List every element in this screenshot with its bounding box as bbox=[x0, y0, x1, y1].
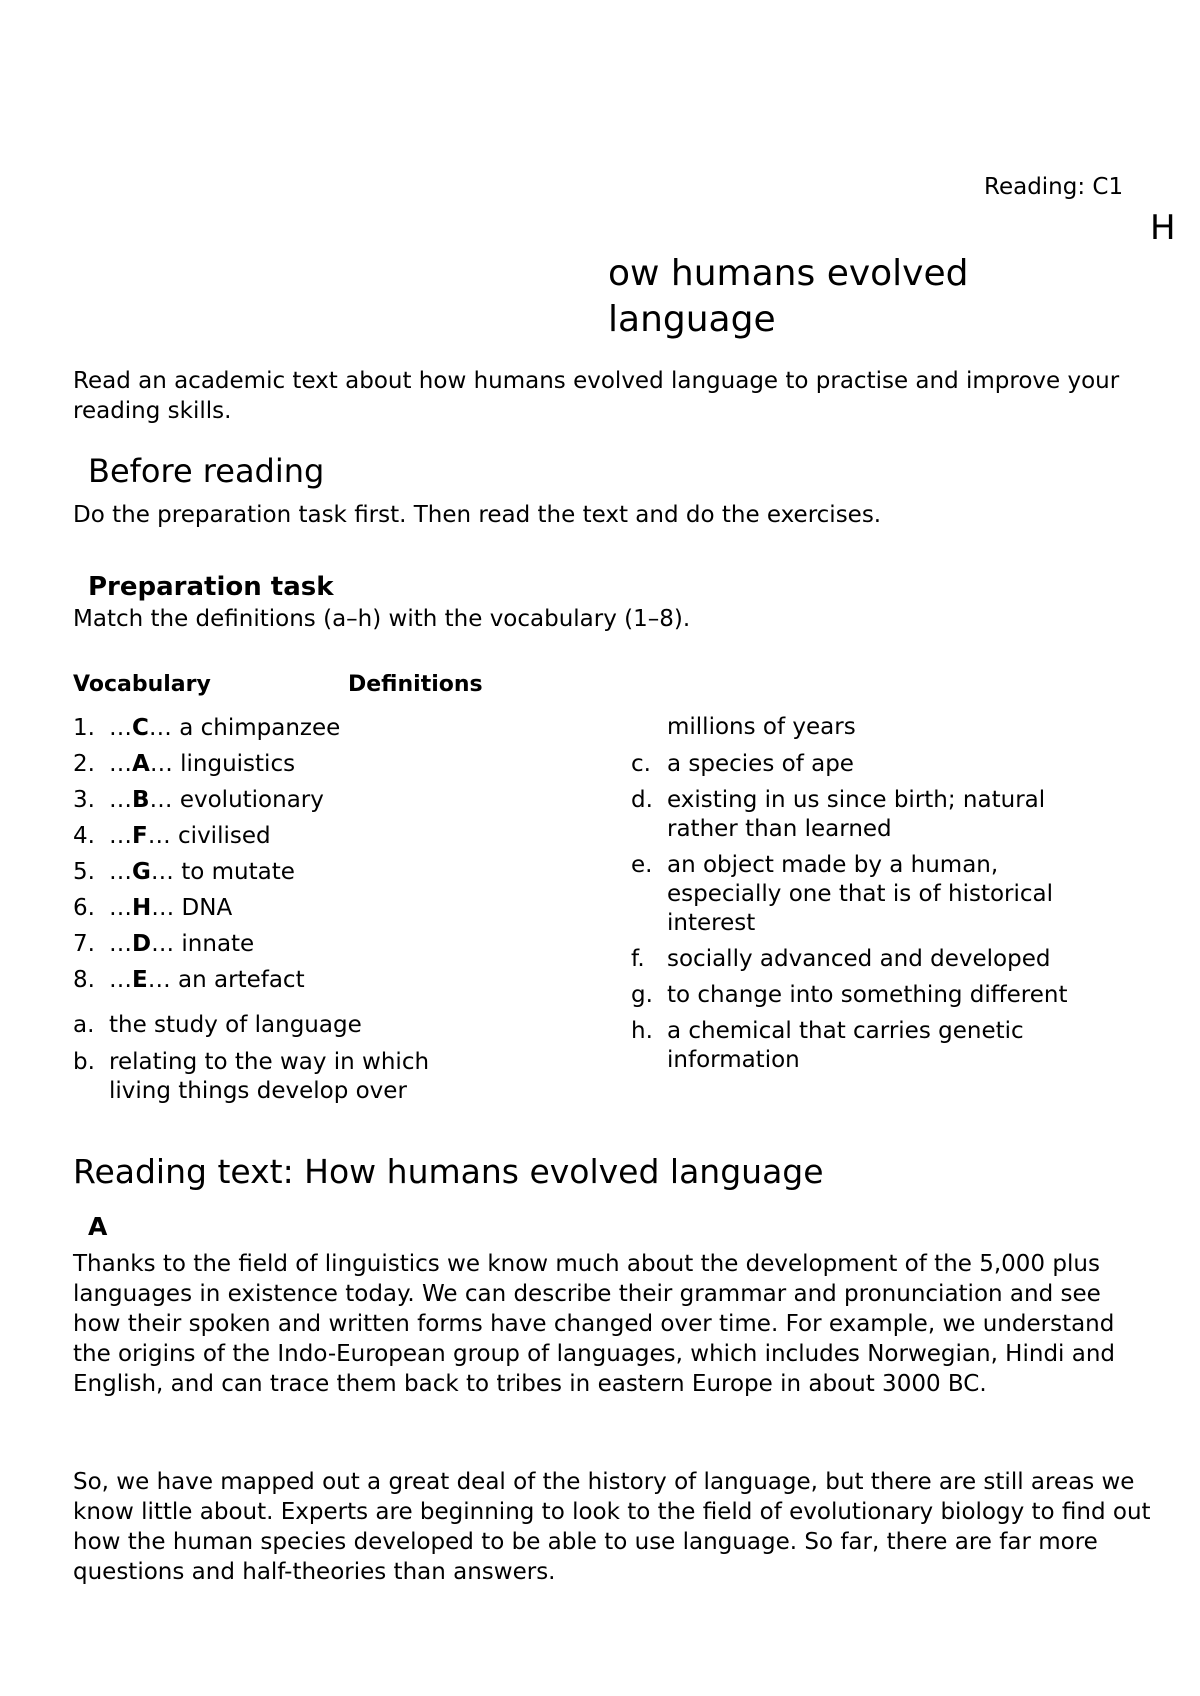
definition-item: d. existing in us since birth; natural rather than learned bbox=[631, 787, 1046, 842]
preparation-instruction: Match the definitions (a–h) with the vocabulary (1–8). bbox=[73, 606, 691, 632]
intro-text: Read an academic text about how humans evolved language to practise and improve your reading skills. bbox=[73, 368, 1120, 424]
answer: G bbox=[132, 859, 151, 885]
definition-item: g. to change into something different bbox=[631, 982, 1068, 1008]
preparation-heading: Preparation task bbox=[88, 572, 334, 602]
answer: A bbox=[132, 751, 150, 777]
vocabulary-item: 5. …G… to mutate bbox=[73, 859, 295, 885]
definitions-header: Definitions bbox=[348, 672, 483, 697]
vocabulary-header: Vocabulary bbox=[73, 672, 211, 697]
definition-item: b. relating to the way in which living things develop over bbox=[73, 1049, 430, 1104]
vocabulary-item: 2. …A… linguistics bbox=[73, 751, 296, 777]
definition-item: f. socially advanced and developed bbox=[631, 946, 1051, 972]
answer: B bbox=[132, 787, 150, 813]
answer: H bbox=[132, 895, 152, 921]
vocabulary-item: 6. …H… DNA bbox=[73, 895, 233, 921]
vocabulary-item: 3. …B… evolutionary bbox=[73, 787, 324, 813]
reading-paragraph-2: So, we have mapped out a great deal of the history of language, but there are still areas we know little about. Experts are beginning to look to the field of evolutionary biology to find out how the human species developed to be able to use language. So far, there are far more questions and half-theories than answers. bbox=[73, 1469, 1151, 1585]
definition-item: c. a species of ape bbox=[631, 751, 854, 777]
definition-item: e. an object made by a human, especially one that is of historical interest bbox=[631, 852, 1054, 936]
vocabulary-list bbox=[73, 714, 573, 1002]
definition-b-continued: millions of years bbox=[667, 714, 856, 740]
answer: E bbox=[132, 967, 148, 993]
vocabulary-item: 1. …C… a chimpanzee bbox=[73, 715, 341, 741]
page-title: ow humans evolved language bbox=[608, 253, 969, 340]
definitions-left-list bbox=[73, 1011, 473, 1113]
definitions-right-list bbox=[631, 750, 1101, 1082]
definition-item: a. the study of language bbox=[73, 1012, 362, 1038]
vocabulary-item: 7. …D… innate bbox=[73, 931, 255, 957]
reading-text-heading: Reading text: How humans evolved language bbox=[73, 1152, 824, 1191]
definition-item: h. a chemical that carries genetic information bbox=[631, 1018, 1024, 1073]
title-drop-cap: H bbox=[1150, 208, 1176, 248]
section-label: A bbox=[88, 1212, 108, 1241]
before-reading-instruction: Do the preparation task first. Then read the text and do the exercises. bbox=[73, 502, 882, 528]
answer: C bbox=[132, 715, 149, 741]
answer: F bbox=[132, 823, 148, 849]
before-reading-heading: Before reading bbox=[88, 452, 325, 490]
answer: D bbox=[132, 931, 152, 957]
vocabulary-item: 4. …F… civilised bbox=[73, 823, 271, 849]
level-label: Reading: C1 bbox=[984, 174, 1124, 200]
reading-paragraph-1: Thanks to the field of linguistics we know much about the development of the 5,000 plus languages in existence today. We can describe their grammar and pronunciation and see how their spoken and written forms have changed over time. For example, we understand the origins of the Indo-European group of languages, which includes Norwegian, Hindi and English, and can trace them back to tribes in eastern Europe in about 3000 BC. bbox=[73, 1251, 1116, 1397]
vocabulary-item: 8. …E… an artefact bbox=[73, 967, 305, 993]
